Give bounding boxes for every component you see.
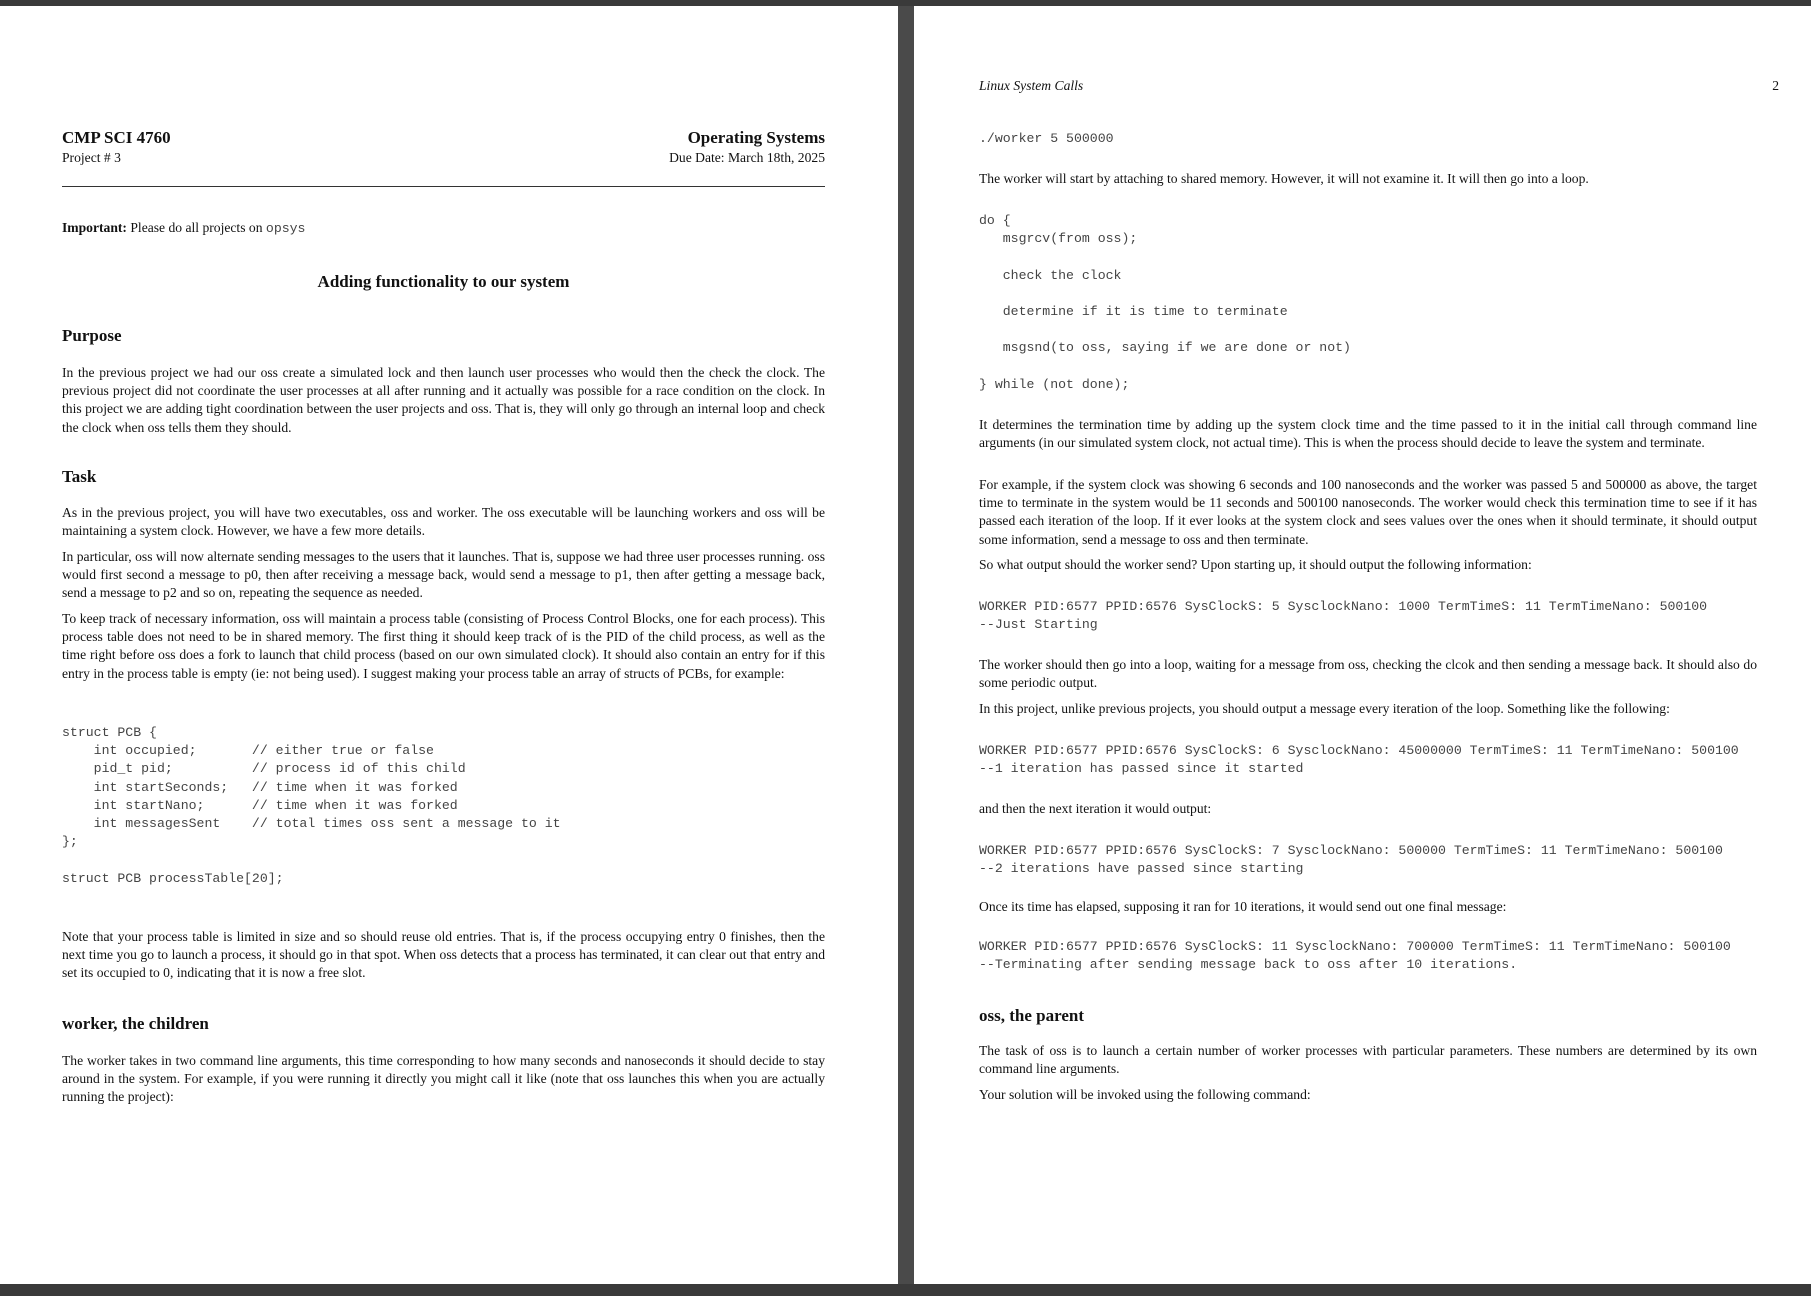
important-label: Important: bbox=[62, 220, 127, 235]
running-head: Linux System Calls bbox=[979, 78, 1084, 93]
final-message-paragraph: Once its time has elapsed, supposing it ran for 10 iterations, it would send out one final message: bbox=[979, 899, 1507, 914]
purpose-heading: Purpose bbox=[62, 326, 122, 345]
page-number: 2 bbox=[1772, 78, 1779, 93]
note-paragraph: Note that your process table is limited in size and so should reuse old entries. That is, if the process occupying entry 0 finishes, then the next time you go to launch a process, it should go in that spot. When oss detects that a process has terminated, it can clear out that entry and set its occupied to 0, indicating that it is now a free slot. bbox=[62, 929, 825, 981]
output-iteration-1: WORKER PID:6577 PPID:6576 SysClockS: 6 SysclockNano: 45000000 TermTimeS: 11 TermTimeNano: 500100 --1 iteration has passed since it started bbox=[979, 743, 1739, 777]
course-title: Operating Systems bbox=[687, 128, 825, 147]
oss-heading: oss, the parent bbox=[979, 1006, 1084, 1025]
worker-command: ./worker 5 500000 bbox=[979, 131, 1114, 146]
oss-paragraph: The task of oss is to launch a certain number of worker processes with particular parameters. These numbers are determined by its own command line arguments. bbox=[979, 1043, 1757, 1077]
task-paragraph-1: As in the previous project, you will have two executables, oss and worker. The oss executable will be launching workers and oss will be maintaining a system clock. However, we have a few more details. bbox=[62, 505, 825, 539]
output-intro: So what output should the worker send? Upon starting up, it should output the following information: bbox=[979, 557, 1532, 572]
task-paragraph-3: To keep track of necessary information, oss will maintain a process table (consisting of Process Control Blocks, one for each process). This process table does not need to be in shared memory. The first thing it should keep track of is the PID of the child process, as well as the time right before oss does a fork to launch that child process (based on our own simulated clock). It should also contain an entry for if this entry in the process table is empty (ie: not being used). I suggest making your process table an array of structs of PCBs, for example: bbox=[62, 611, 825, 681]
output-final: WORKER PID:6577 PPID:6576 SysClockS: 11 SysclockNano: 700000 TermTimeS: 11 TermTimeNano: 500100 --Terminating after sending message back to oss after 10 iterations. bbox=[979, 939, 1731, 973]
termination-paragraph: It determines the termination time by adding up the system clock time and the time passed to it in the initial call through command line arguments (in our simulated system clock, not actual time). This is when the process should decide to leave the system and terminate. bbox=[979, 417, 1757, 451]
output-iteration-2: WORKER PID:6577 PPID:6576 SysClockS: 7 SysclockNano: 500000 TermTimeS: 11 TermTimeNano: 500100 --2 iterations have passed since starting bbox=[979, 843, 1723, 877]
task-paragraph-2: In particular, oss will now alternate sending messages to the users that it launches. That is, suppose we had three user processes running. oss would first second a message to p0, then after receiving a message back, would send a message to p1, then after getting a message back, send a message to p2 and so on, repeating the sequence as needed. bbox=[62, 549, 825, 601]
worker-heading: worker, the children bbox=[62, 1014, 209, 1033]
task-heading: Task bbox=[62, 467, 97, 486]
worker-loop-code: do { msgrcv(from oss); check the clock determine if it is time to terminate msgsnd(to oss, saying if we are done or not) } while (not done); bbox=[979, 213, 1351, 392]
important-note bbox=[62, 220, 305, 238]
pcb-struct-code: struct PCB { int occupied; // either true or false pid_t pid; // process id of this child int startSeconds; // time when it was forked int startNano; // time when it was forked int messagesSent // total times oss sent a message to it }; bbox=[62, 725, 561, 850]
next-iteration-paragraph: and then the next iteration it would output: bbox=[979, 801, 1212, 816]
output-start: WORKER PID:6577 PPID:6576 SysClockS: 5 SysclockNano: 1000 TermTimeS: 11 TermTimeNano: 500100 --Just Starting bbox=[979, 599, 1708, 633]
course-code: CMP SCI 4760 bbox=[62, 128, 171, 147]
worker-loop-intro: The worker will start by attaching to shared memory. However, it will not examine it. It will then go into a loop. bbox=[979, 171, 1589, 186]
project-title: Adding functionality to our system bbox=[317, 272, 570, 291]
example-paragraph: For example, if the system clock was showing 6 seconds and 100 nanoseconds and the worker was passed 5 and 500000 as above, the target time to terminate in the system would be 11 seconds and 500100 nanoseconds. The worker would check this termination time to see if it has passed each iteration of the loop. If it ever looks at the system clock and sees values over the ones when it should terminate, it should output some information, send a message to oss and then terminate. bbox=[979, 477, 1757, 547]
loop-paragraph: The worker should then go into a loop, waiting for a message from oss, checking the clcok and then sending a message back. It should also do some periodic output. bbox=[979, 657, 1757, 691]
project-number: Project # 3 bbox=[62, 150, 121, 165]
viewer-bottom-bar bbox=[0, 1284, 1811, 1296]
purpose-paragraph: In the previous project we had our oss create a simulated lock and then launch user processes who would then the check the clock. The previous project did not coordinate the user processes at all after running and it actually was possible for a race condition on the clock. In this project we are adding tight coordination between the user projects and oss. That is, they will only go through an internal loop and check the clock when oss tells them they should. bbox=[62, 365, 825, 435]
document-page-2 bbox=[914, 6, 1811, 1284]
due-date: Due Date: March 18th, 2025 bbox=[669, 150, 825, 165]
invocation-paragraph: Your solution will be invoked using the following command: bbox=[979, 1087, 1311, 1102]
worker-paragraph: The worker takes in two command line arguments, this time corresponding to how many seconds and nanoseconds it should decide to stay around in the system. For example, if you were running it directly you might call it like (note that oss launches this when you are actually running the project): bbox=[62, 1053, 825, 1105]
process-table-code: struct PCB processTable[20]; bbox=[62, 871, 284, 886]
header-rule bbox=[62, 186, 825, 187]
important-text: Please do all projects on bbox=[130, 220, 263, 235]
document-page-1 bbox=[0, 6, 898, 1284]
important-host: opsys bbox=[265, 221, 306, 236]
iteration-paragraph: In this project, unlike previous projects, you should output a message every iteration of the loop. Something like the following: bbox=[979, 701, 1670, 716]
